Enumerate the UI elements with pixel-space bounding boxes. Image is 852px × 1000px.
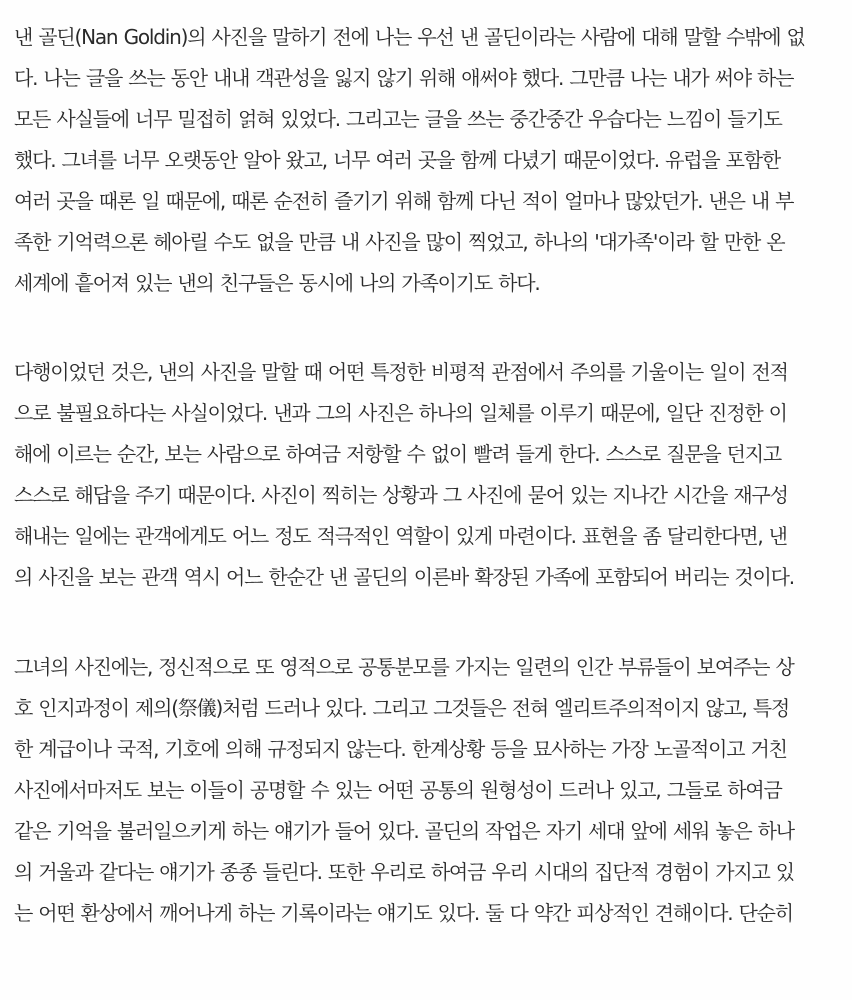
text-line: 다행이었던 것은, 낸의 사진을 말할 때 어떤 특정한 비평적 관점에서 주의를 기울이는 일이 전적 xyxy=(14,360,788,384)
text-line: 해에 이르는 순간, 보는 사람으로 하여금 저항할 수 없이 빨려 들게 한다. 스스로 질문을 던지고 xyxy=(14,442,781,466)
text-line: 의 사진을 보는 관객 역시 어느 한순간 낸 골딘의 이른바 확장된 가족에 포함되어 버리는 것이다. xyxy=(14,565,794,589)
text-line: 스스로 해답을 주기 때문이다. 사진이 찍히는 상황과 그 사진에 묻어 있는 지나간 시간을 재구성 xyxy=(14,483,788,507)
text-line: 의 거울과 같다는 얘기가 종종 들린다. 또한 우리로 하여금 우리 시대의 집단적 경험이 가지고 있 xyxy=(14,860,794,884)
text-line: 같은 기억을 불러일으키게 하는 얘기가 들어 있다. 골딘의 작업은 자기 세대 앞에 세워 놓은 하나 xyxy=(14,819,794,843)
text-line: 으로 불필요하다는 사실이었다. 낸과 그의 사진은 하나의 일체를 이루기 때문에, 일단 진정한 이 xyxy=(14,401,787,425)
text-line: 낸 골딘(Nan Goldin)의 사진을 말하기 전에 나는 우선 낸 골딘이라는 사람에 대해 말할 수밖에 없 xyxy=(14,25,805,49)
text-line: 모든 사실들에 너무 밀접히 얽혀 있었다. 그리고는 글을 쓰는 중간중간 우습다는 느낌이 들기도 xyxy=(14,107,782,131)
text-line: 그녀의 사진에는, 정신적으로 또 영적으로 공통분모를 가지는 일련의 인간 부류들이 보여주는 상 xyxy=(14,655,794,679)
text-line: 세계에 흩어져 있는 낸의 친구들은 동시에 나의 가족이기도 하다. xyxy=(14,271,540,295)
text-line: 다. 나는 글을 쓰는 동안 내내 객관성을 잃지 않기 위해 애써야 했다. 그만큼 나는 내가 써야 하는 xyxy=(14,66,794,90)
text-line: 호 인지과정이 제의(祭儀)처럼 드러나 있다. 그리고 그것들은 전혀 엘리트주의적이지 않고, 특정 xyxy=(14,696,790,720)
text-line: 했다. 그녀를 너무 오랫동안 알아 왔고, 너무 여러 곳을 함께 다녔기 때문이었다. 유럽을 포함한 xyxy=(14,148,780,172)
text-line: 해내는 일에는 관객에게도 어느 정도 적극적인 역할이 있게 마련이다. 표현을 좀 달리한다면, 낸 xyxy=(14,524,787,548)
text-line: 사진에서마저도 보는 이들이 공명할 수 있는 어떤 공통의 원형성이 드러나 있고, 그들로 하여금 xyxy=(14,778,782,802)
text-line: 족한 기억력으론 헤아릴 수도 없을 만큼 내 사진을 많이 찍었고, 하나의 '대가족'이라 할 만한 온 xyxy=(14,230,785,254)
text-line: 여러 곳을 때론 일 때문에, 때론 순전히 즐기기 위해 함께 다닌 적이 얼마나 많았던가. 낸은 내 부 xyxy=(14,189,794,213)
text-line: 한 계급이나 국적, 기호에 의해 규정되지 않는다. 한계상황 등을 묘사하는 가장 노골적이고 거친 xyxy=(14,737,787,761)
text-line: 는 어떤 환상에서 깨어나게 하는 기록이라는 얘기도 있다. 둘 다 약간 피상적인 견해이다. 단순히 xyxy=(14,901,793,925)
